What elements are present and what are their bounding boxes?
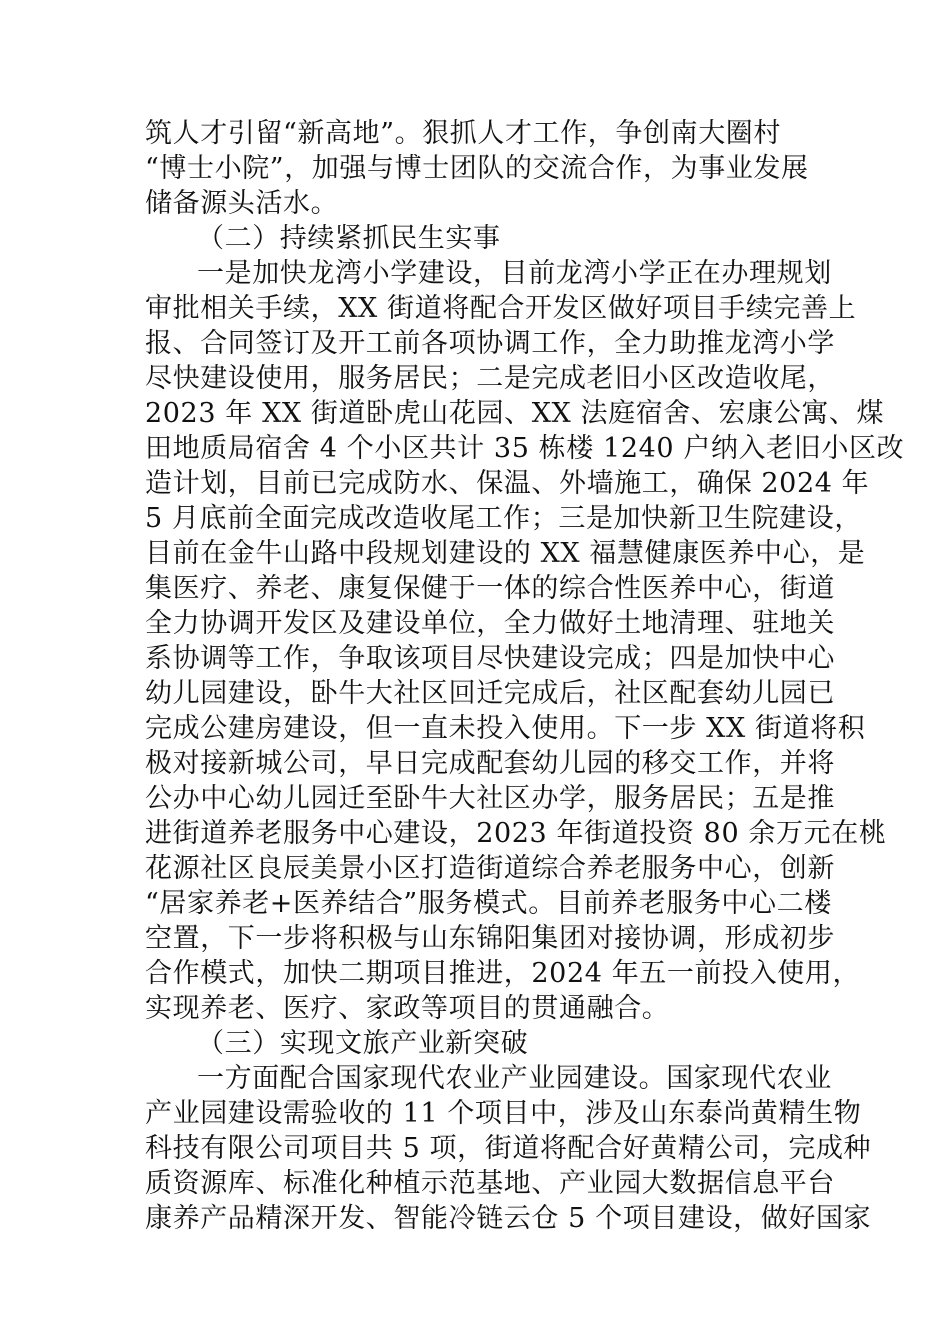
text-line: 实现养老、医疗、家政等项目的贯通融合。 [145, 993, 670, 1024]
text-line: 造计划，目前已完成防水、保温、外墙施工，确保 2024 年 [145, 468, 870, 499]
text-line: 公办中心幼儿园迁至卧牛大社区办学，服务居民；五是推 [145, 783, 835, 814]
text-line: 一是加快龙湾小学建设，目前龙湾小学正在办理规划 [197, 258, 832, 289]
text-line: 集医疗、养老、康复保健于一体的综合性医养中心，街道 [145, 573, 835, 604]
text-line: 质资源库、标准化种植示范基地、产业园大数据信息平台 [145, 1168, 835, 1199]
section-heading: （二）持续紧抓民生实事 [197, 223, 501, 254]
text-line: 极对接新城公司，早日完成配套幼儿园的移交工作，并将 [145, 748, 835, 779]
text-line: 尽快建设使用，服务居民；二是完成老旧小区改造收尾， [145, 363, 835, 394]
text-line: 合作模式，加快二期项目推进，2024 年五一前投入使用， [145, 958, 861, 989]
text-line: 进街道养老服务中心建设，2023 年街道投资 80 余万元在桃 [145, 818, 887, 849]
text-line: 筑人才引留“新高地”。狠抓人才工作，争创南大圈村 [145, 118, 782, 149]
text-line: 目前在金牛山路中段规划建设的 XX 福慧健康医养中心，是 [145, 538, 866, 569]
text-line: 系协调等工作，争取该项目尽快建设完成；四是加快中心 [145, 643, 835, 674]
text-line: 储备源头活水。 [145, 188, 339, 219]
text-line: 田地质局宿舍 4 个小区共计 35 栋楼 1240 户纳入老旧小区改 [145, 433, 905, 464]
text-line: “博士小院”，加强与博士团队的交流合作，为事业发展 [145, 153, 809, 184]
text-line: 完成公建房建设，但一直未投入使用。下一步 XX 街道将积 [145, 713, 866, 744]
text-line: “居家养老+医养结合”服务模式。目前养老服务中心二楼 [145, 888, 832, 919]
text-line: 审批相关手续，XX 街道将配合开发区做好项目手续完善上 [145, 293, 857, 324]
text-line: 幼儿园建设，卧牛大社区回迁完成后，社区配套幼儿园已 [145, 678, 835, 709]
text-line: 科技有限公司项目共 5 项，街道将配合好黄精公司，完成种 [145, 1133, 872, 1164]
text-line: 康养产品精深开发、智能冷链云仓 5 个项目建设，做好国家 [145, 1203, 872, 1234]
text-line: 空置，下一步将积极与山东锦阳集团对接协调，形成初步 [145, 923, 835, 954]
text-line: 报、合同签订及开工前各项协调工作，全力助推龙湾小学 [145, 328, 835, 359]
section-heading: （三）实现文旅产业新突破 [197, 1028, 529, 1059]
text-line: 全力协调开发区及建设单位，全力做好土地清理、驻地关 [145, 608, 835, 639]
text-line: 花源社区良辰美景小区打造街道综合养老服务中心，创新 [145, 853, 835, 884]
text-line: 2023 年 XX 街道卧虎山花园、XX 法庭宿舍、宏康公寓、煤 [145, 398, 885, 429]
text-line: 5 月底前全面完成改造收尾工作；三是加快新卫生院建设， [145, 503, 862, 534]
text-line: 一方面配合国家现代农业产业园建设。国家现代农业 [197, 1063, 832, 1094]
text-line: 产业园建设需验收的 11 个项目中，涉及山东泰尚黄精生物 [145, 1098, 862, 1129]
